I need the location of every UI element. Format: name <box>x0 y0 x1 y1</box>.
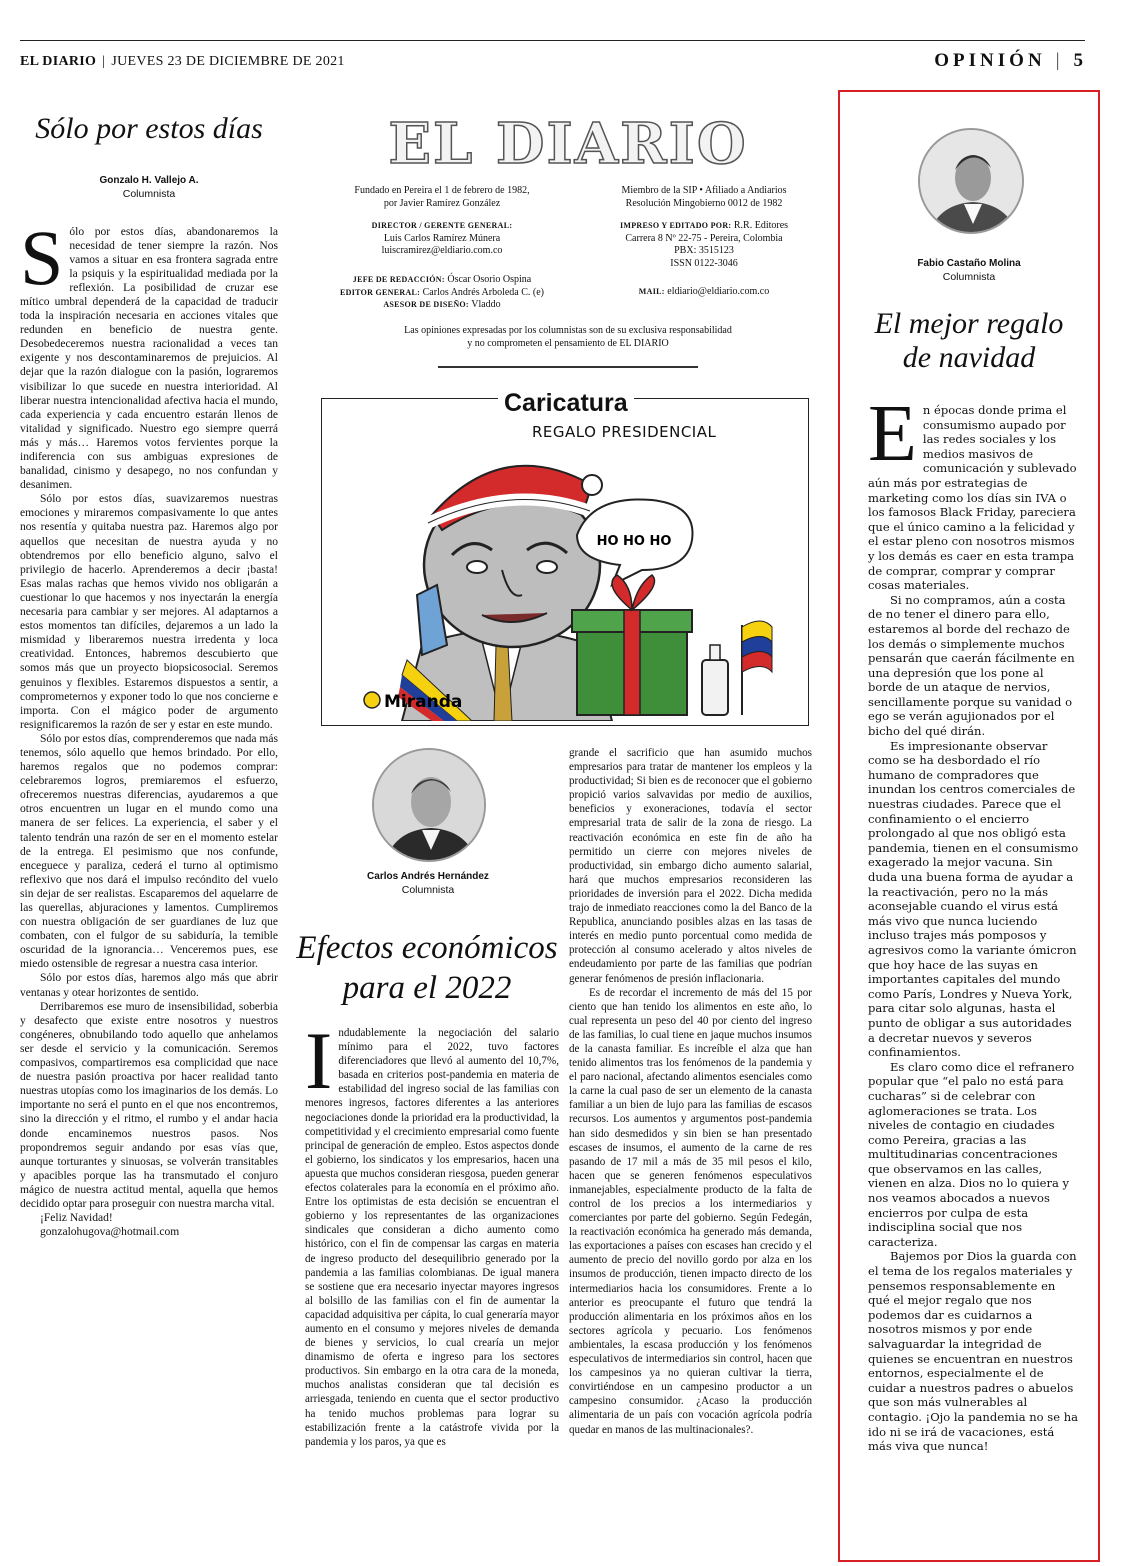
middle-article-col2 <box>569 746 812 1437</box>
masthead <box>322 113 814 368</box>
author-photo <box>918 128 1024 234</box>
paragraph <box>305 1015 559 1449</box>
staff-name: Vladdo <box>471 299 501 310</box>
paragraph: Es impresionante observar como se ha desbordado el río humano de compradores que inundan los centros comerciales de nuestras ciudades. Parece que el confinamiento o el encierro prolongado al que nos obligó esta pandemia, tienen en el consumismo exagerado la mejor vacuna. Sin duda una buena forma de ayudar a la reactivación, pero no la más aconsejable cuando el virus está más vivo que nunca luciendo incluso trajes más pomposos y agresivos como la variante ómicron que hoy hace de las suyas en importantes capitales del mundo como París, Londres y Nueva York, para citar solo algunas, hasta el punto de obligar a sus autoridades a decretar nuevos y severos confinamientos. <box>868 738 1079 1060</box>
issn: ISSN 0122-3046 <box>670 257 738 269</box>
mail-line <box>594 274 814 312</box>
phone: PBX: 3515123 <box>674 245 734 256</box>
author-name: Fabio Castaño Molina <box>917 258 1021 269</box>
paragraph <box>868 390 1080 593</box>
page-number: 5 <box>1073 50 1083 71</box>
paragraph: Es de recordar el incremento de más del 15 por ciento que han tenido los alimentos en este año, lo cual representa un peso del 40 por ciento del ingreso de las familias, lo cual tiene en jaque muchos insumos de la canasta familiar. Es increíble el alza que han tenido alimentos tras los fenómenos de la pandemia y el paro nacional, afectando alimentos esenciales como la carne la cual paso de ser un elemento de la canasta familiar a un bien de lujo para las familias de escasos recursos. Los aumentos y argumentos post-pandemia han sido desmedidos y sin bien se han presentado escases de insumos, el aumento de la carne de res pasando de 17 mil a más de 35 mil pesos el kilo, hacen que se generen fenómenos especulativos inmanejables, especialmente producto de la falta de control de los precios a los intermediarios y comerciantes por parte del gobierno. Según Fedegán, la reactivación económica ha generado más demanda, las exportaciones a países con escases han crecido y el aumento de precio del novillo gordo por alza en los insumos de producción, tienen impacto directo de los intermediarios hacia los consumidores. Frente a lo anterior es preocupante el futuro que tendrá la producción alimentaria en los próximos años en los sectores agrícola y pecuario. Los fenómenos ambientales, la escasa producción y los fenómenos especulativos de intermediarios sin control, hacen que los campesinos ya no quieran cultivar la tierra, convirtiéndose en un campesino productor a un campesino consumidor. ¿Acaso la producción alimentaria de un país con vocación agrícola podría quedar en manos de las multinacionales?. <box>569 986 812 1436</box>
article-title: Sólo por estos días <box>35 112 263 145</box>
printed-by-line <box>594 220 814 233</box>
right-article-title <box>850 307 1088 375</box>
masthead-logo: EL DIARIO <box>388 111 748 177</box>
staff-label: ASESOR DE DISEÑO: <box>383 300 469 309</box>
article-body <box>569 746 812 1437</box>
staff-line <box>322 287 562 300</box>
staff-label: JEFE DE REDACCIÓN: <box>352 275 445 284</box>
paragraph: Sólo por estos días, haremos algo más que abrir ventanas y otear horizontes de sentido. <box>20 972 278 999</box>
paragraph: Es claro como dice el refranero popular que “el palo no está para cucharas” si de celebrar con aglomeraciones se trata. Los niveles de contagio en ciudades como Pereira, gracias a las multitudinarias concentraciones que observamos en las calles, vienen en alza. Dios no lo quiera y nos veamos abocados a nuevos encierros por culpa de esta indisciplina social que nos caracteriza. <box>868 1059 1075 1249</box>
printed-label: IMPRESO Y EDITADO POR: <box>619 221 732 230</box>
header-divider: | <box>102 54 106 69</box>
drop-cap: I <box>305 1015 333 1106</box>
staff-list <box>322 274 562 312</box>
member-line: Resolución Mingobierno 0012 de 1982 <box>625 197 783 209</box>
founded-line: Fundado en Pereira el 1 de febrero de 1982, <box>354 185 530 196</box>
issue-date: JUEVES 23 DE DICIEMBRE DE 2021 <box>111 54 345 69</box>
drop-cap: S <box>20 213 64 301</box>
director-label: DIRECTOR / GERENTE GENERAL: <box>371 221 513 230</box>
cartoonist-signature: Miranda <box>384 692 463 712</box>
author-photo <box>372 748 486 862</box>
staff-name: Carlos Andrés Arboleda C. (e) <box>422 286 545 298</box>
portrait-placeholder <box>920 130 1024 234</box>
mail-address[interactable]: eldiario@eldiario.com.co <box>667 286 770 297</box>
right-article-body <box>868 390 1080 1454</box>
top-rule <box>20 40 1085 41</box>
cartoon-title: Caricatura <box>498 389 634 418</box>
speech-bubble-text: HO HO HO <box>596 534 672 549</box>
staff-line <box>322 299 562 312</box>
director-name: Luis Carlos Ramírez Múnera <box>383 232 501 244</box>
article-body <box>305 1015 559 1449</box>
paragraph-text: n épocas donde prima el consumismo aupado por las redes sociales y los medios masivos de comunicación y sublevado aún más por estrategias de marketing como los días sin IVA o los famosos Black Friday, pareciera que el único camino a la felicidad y el estar pleno con nosotros mismos y los demás es caer en esta trampa de comprar, comprar y comprar cosas materiales. <box>868 403 1077 593</box>
author-email[interactable]: gonzalohugova@hotmail.com <box>40 1226 180 1239</box>
mail-label: MAIL: <box>638 287 665 296</box>
paragraph: Derribaremos ese muro de insensibilidad, soberbia y desafecto que existe entre nosotros y nuestros congéneres, obnubilando todo aquello que anhelamos ser desde el servicio y la comunicación. Seremos compasivos, compartiremos esa complicidad que nace de nuestra pasión proactiva por hacer realidad tanto nuestras utopías como los imaginarios de los demás. Lo importante no será el punto en el que nos encontremos, sino la dirección y el ritmo, el rumbo y el andar hacia donde encaminemos nuestros pasos. Nos propondremos seguir andando por esas vías que, aunque torturantes y sinuosas, se volverán transitables y apacibles porque las ha transmutado el conjuro mágico de nuestra actitud mental, aquella que hemos decidido optar para proseguir con nuestra marcha vital. <box>20 1000 278 1210</box>
paragraph <box>20 213 278 493</box>
author-name: Carlos Andrés Hernández <box>367 871 489 882</box>
director-email[interactable]: luiscramirez@eldiario.com.co <box>381 245 503 256</box>
cartoon-illustration <box>362 445 782 721</box>
masthead-left <box>322 185 562 270</box>
disclaimer <box>322 324 814 350</box>
header-divider: | <box>1055 50 1064 71</box>
paragraph-text: ólo por estos días, abandonaremos la necesidad de tener siempre la razón. Nos vamos a situar en esa frontera sagrada entre la psiquis y la espiritualidad mediada por la reflexión. La posibilidad de cruzar ese mítico umbral dependerá de la capacidad de traducir toda la inspiración necesaria en acciones vitales que redunden en beneficio de nuestra gente. Desobedeceremos nuestra racionalidad a veces tan exigente y nos descontaminaremos de prejuicios. Al dejar que la razón dialogue con la pasión, lograremos visibilizar lo que sucede en nuestra interioridad. Al liberar nuestra intencionalidad afectiva hacia el mundo, cada experiencia y cada encuentro estarán llenos de vitalidad y significado. Nuestro ego siempre querrá más y más… Haremos votos fervientes porque la indiferencia con sus ambiguas expresiones de banalidad, cinismo y desapego, no nos confundan y desanimen. <box>20 225 278 492</box>
staff-name: Óscar Osorio Ospina <box>447 274 532 285</box>
masthead-staff <box>322 274 814 312</box>
article-body <box>20 213 278 1240</box>
middle-article-title <box>296 928 558 1008</box>
author-role: Columnista <box>401 884 455 896</box>
masthead-info <box>322 185 814 270</box>
signoff: ¡Feliz Navidad! <box>40 1212 113 1225</box>
cartoon-box <box>321 389 809 726</box>
drop-cap: E <box>868 390 917 478</box>
printed-by: R.R. Editores <box>733 220 789 231</box>
paragraph: Bajemos por Dios la guarda con el tema de los regalos materiales y pensemos responsablemente en qué el mejor regalo que nos podemos dar es cuidarnos a nosotros mismos y por ende salvaguardar la integridad de quienes se encuentran en nuestros entornos, especialmente el de cuidar a nuestros padres o abuelos que son más vulnerables al contagio. ¡Ojo la pandemia no se ha ido ni se irá de vacaciones, está más viva que nunca! <box>868 1249 1079 1454</box>
title-line: de navidad <box>902 341 1036 374</box>
section-name: OPINIÓN <box>934 50 1046 71</box>
paper-name: EL DIARIO <box>20 54 97 69</box>
paragraph: grande el sacrificio que han asumido muchos empresarios para tratar de mantener los empleos y la productividad; Si bien es de reconocer que el gobierno propició varios salvavidas por medio de auxilios, beneficios y exoneraciones, todavía el sector empresarial trata de salir de la zona de riesgo. La reactivación económica en este fin de año ha permitido un cierre con mejores niveles de productividad, sin embargo dicho aumento salarial, hará que muchos empresarios reconsideren las prioridades de inversión para el 2022. Dicha medida trajo de inmediato reacciones como la del Banco de la Republica, anunciando posibles alzas en las tasas de interés en medio punto porcentual como medida de protección al consumo acelerado y altos niveles de endeudamiento por parte de las familias que podrían generar fenómenos de presión inflacionaria. <box>569 747 812 985</box>
author-role: Columnista <box>942 271 996 283</box>
page-header-left <box>20 54 345 70</box>
paragraph: Si no compramos, aún a costa de no tener el dinero para ello, estaremos al borde del rechazo de los demás o simplemente muchos pensarán que caerán fácilmente en una depresión que los pone al borde de un ataque de nervios, sencillamente porque su vanidad o ego se verán agujionados por el bicho del qué dirán. <box>868 592 1075 739</box>
author-role: Columnista <box>122 187 176 200</box>
disclaimer-line: y no comprometen el pensamiento de EL DIARIO <box>467 337 669 349</box>
masthead-right <box>594 185 814 270</box>
staff-line <box>322 274 562 287</box>
address: Carrera 8 Nº 22-75 - Pereira, Colombia <box>625 232 783 244</box>
paragraph: Sólo por estos días, comprenderemos que nada más tenemos, sólo aquello que hemos brindado. Por ello, haremos regalos que no podemos comprar: celebraremos logros, premiaremos el esfuerzo, ofreceremos nuestras diferencias, ayudaremos a que otros encuentren un lugar en el mundo como una manera de ser felices. La experiencia, el saber y el talento tendrán una razón de ser en el momento estelar de la entrega. El pesimismo que nos confunde, enceguece y paraliza, cederá el turno al optimismo reflexivo que nos dará el impulso recóndito del vuelo sin dejar de ser realistas. Escaparemos del aquelarre de las querellas, abjuraciones y lamentos. Cumpliremos con nuestra obligación de ser guardianes de luz que combaten, con el fulgor de su sabiduría, la temible oscuridad de la ignorancia… Venceremos pues, ese miedo ostensible de regresar a nuestra casa interior. <box>20 732 278 971</box>
staff-label: EDITOR GENERAL: <box>339 287 421 297</box>
title-line: Efectos económicos <box>296 930 558 966</box>
paragraph: Sólo por estos días, suavizaremos nuestras emociones y miraremos compasivamente lo que antes nos resentía y quitaba nuestra paz. Haremos algo por aquellos que necesitan de nuestra ayuda y no obtendremos por ello beneficio alguno, salvo el privilegio de hacerlo. Aprenderemos a decir ¡basta! Esas malas rachas que hemos vivido nos obligarán a cuestionar lo que hacemos y nos inyectarán la energía necesaria para cambiar y ser mejores. Al adaptarnos a estos momentos tan difíciles, dejaremos a un lado la mismidad y liberaremos nuestra irredenta y loca creatividad. Entonces, habremos descubierto que somos más que un proyecto biopsicosocial. Seremos genuinos y flexibles. Estaremos dispuestos a sentir, a comprometernos y exponer todo lo que nos concierne e importa. Con el mágico poder de argumento resignificaremos la razón de ser y estar en este mundo. <box>20 493 278 731</box>
middle-byline <box>320 871 536 896</box>
member-line: Miembro de la SIP • Afiliado a Andiarios <box>621 185 787 196</box>
author-name: Gonzalo H. Vallejo A. <box>99 174 199 186</box>
cartoon-subtitle: REGALO PRESIDENCIAL <box>532 423 717 441</box>
portrait-placeholder <box>374 750 486 862</box>
middle-article-col1 <box>305 1015 559 1449</box>
masthead-rule <box>438 366 698 368</box>
paragraph-text: ndudablemente la negociación del salario mínimo para el 2022, tuvo factores diferenciadores que llevó al aumento del 10,7%, basada en criterios post-pandemia en materia de estabilidad del ingreso social de las familias con menores ingresos, factores diferentes a las anteriores negociaciones donde la prioridad era la productividad, la competitividad y el crecimiento empresarial como fuente principal de generación de empleo. Estos aspectos donde el gobierno, los sindicatos y los empresarios, hacen una apuesta que muchos consideran riesgosa, pueden generar efectos colaterales para la economía en el próximo año. Entre los optimistas de esta decisión se encuentran el gobierno y los representantes de las organizaciones sindicales que consideran a dicho aumento como histórico, con el fin de compensar las cargas en materia de ingreso producto del desequilibrio generado por la pandemia a las familias colombianas. De igual manera se sostiene que era necesario inyectar mayores ingresos al bolsillo de las familias con el fin de aumentar la capacidad adquisitiva per cápita, lo cual generaría mayor aumento en el consumo y mejores niveles de demanda de bienes y servicios, lo cual crearía un mejor dinamismo de oferta e ingreso para los sectores productivos. Sin embargo en la otra cara de la moneda, muchos analistas consideran que tal decisión es arriesgada, teniendo en cuenta que el sector productivo ha tenido muchos problemas para lograr su estabilización frente a la catástrofe vivida por la pandemia y los paros, ya que es <box>305 1027 559 1448</box>
founded-line: por Javier Ramírez González <box>383 197 501 209</box>
right-byline <box>850 258 1088 283</box>
disclaimer-line: Las opiniones expresadas por los columnistas son de su exclusiva responsabilidad <box>404 324 732 336</box>
title-line: para el 2022 <box>342 970 512 1006</box>
page-header-right <box>934 50 1083 72</box>
title-line: El mejor regalo <box>874 307 1064 340</box>
left-article <box>20 112 278 1239</box>
